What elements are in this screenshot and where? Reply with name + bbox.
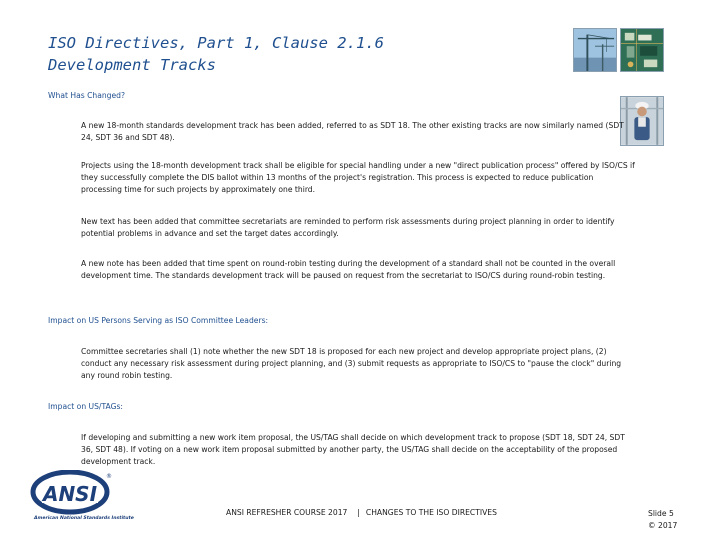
section-heading-what-changed: What Has Changed?: [48, 91, 126, 100]
ansi-logo-name: ANSI: [42, 482, 98, 506]
paragraph-round-robin: A new note has been added that time spent on round-robin testing during the development of a standard shall not be counted in the overall development time. The standards development track will be paused on request from the secretariat to ISO/CS during round-robin testing.: [81, 259, 616, 280]
ansi-logo-tagline: American National Standards Institute: [34, 516, 134, 521]
slide-number: Slide 5: [648, 509, 674, 518]
slide-title-line-1: ISO Directives, Part 1, Clause 2.1.6: [48, 34, 384, 52]
paragraph-committee-secretaries: Committee secretaries shall (1) note whether the new SDT 18 is proposed for each new project and develop appropriate project plans, (2) conduct any necessary risk assessment during project planning, and (3) submit requests as appropriate to ISO/CS to "pause the clock" during any round robin testing.: [81, 347, 622, 380]
paragraph-direct-publication: Projects using the 18-month development track shall be eligible for special handling under a new "direct publication process" offered by ISO/CS if they successfully complete the DIS ballot within 13 months of the project's registration. This process is expected to reduce publication processing time for such projects by approximately one third.: [81, 161, 635, 194]
section-heading-impact-leaders: Impact on US Persons Serving as ISO Committee Leaders:: [48, 316, 269, 325]
section-heading-impact-tags: Impact on US/TAGs:: [48, 402, 123, 411]
slide-title-line-2: Development Tracks: [48, 56, 216, 74]
footer-separator: |: [357, 508, 360, 517]
paragraph-risk-assessment: New text has been added that committee secretariats are reminded to perform risk assessments during project planning in order to identify potential problems in advance and set the target dates accordingly.: [81, 217, 615, 238]
footer-course-info: [226, 508, 497, 517]
circuit-board-photo: [620, 28, 664, 72]
ansi-logo: [30, 470, 142, 522]
paragraph-us-tag: If developing and submitting a new work item proposal, the US/TAG shall decide on which development track to propose (SDT 18, SDT 24, SDT 36, SDT 48). If voting on a new work item proposal submitted by another party, the US/TAG shall decide on the acceptability of the proposed development track.: [81, 433, 625, 466]
ansi-logo-registered: ®: [106, 473, 112, 480]
crane-photo: [573, 28, 617, 72]
slide-info: [648, 508, 677, 532]
ansi-logo-mark: [33, 472, 112, 512]
footer-topic: CHANGES TO THE ISO DIRECTIVES: [365, 508, 497, 517]
slide-title: [48, 32, 528, 76]
copyright: © 2017: [648, 521, 678, 530]
footer-course: ANSI REFRESHER COURSE 2017: [226, 508, 348, 517]
paragraph-new-track: A new 18-month standards development track has been added, referred to as SDT 18. The other existing tracks are now similarly named (SDT 24, SDT 36 and SDT 48).: [81, 121, 624, 142]
